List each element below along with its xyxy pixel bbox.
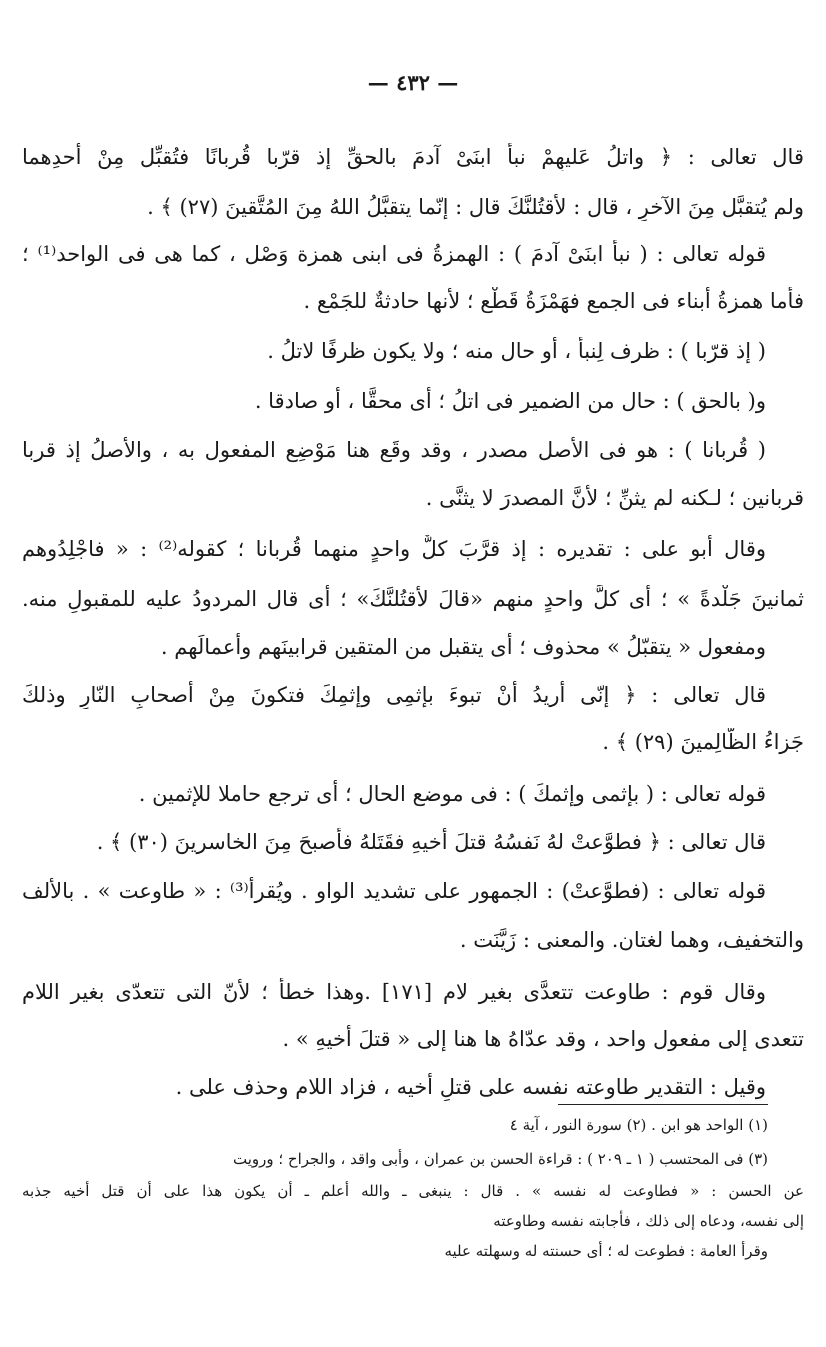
body-line: ومفعول « يتقبّلُ » محذوف ؛ أى يتقبل من المتقين قرابينَهم وأعمالَهم .	[160, 635, 766, 659]
body-line: ( قُربانا ) : هو فى الأصل مصدر ، وقد وقَع هنا مَوْضِع المفعول به ، والأصلُ إذ قربا	[22, 438, 766, 462]
body-line: قال تعالى : ﴿ إنّى أُريدُ أنْ تبوءَ بإثمِى وإثمِكَ فتكونَ مِنْ أصحابِ النّارِ وذلكَ	[22, 683, 766, 707]
body-line: ولم يُتقبَّل مِنَ الآخرِ ، قال : لأقتُلنَّكَ قال : إنّما يتقبَّلُ اللهُ مِنَ المُتَّقينَ (٢٧) ﴾ .	[147, 195, 804, 219]
body-line: قوله تعالى : ( بإثمى وإثمكَ ) : فى موضع الحال ؛ أى ترجع حاملا للإثمين .	[138, 782, 766, 806]
body-line: فأما همزةُ أبناء فى الجمع فهَمْزَةُ قَطْع ؛ لأنها حادثةٌ للجَمْع .	[303, 289, 804, 313]
body-line: تتعدى إلى مفعول واحد ، وقد عدّاهُ ها هنا إلى « قتلَ أخيهِ » .	[282, 1027, 804, 1051]
footnote-line: (١) الواحد هو ابن . (٢) سورة النور ، آية ٤	[509, 1116, 768, 1134]
footnote-divider	[558, 1104, 768, 1105]
body-line: قال تعالى : ﴿ فطوَّعتْ لهُ نَفسُهُ قتلَ أخيهِ فقَتَلهُ فأصبحَ مِنَ الخاسرينَ (٣٠) ﴾ .	[96, 830, 766, 854]
body-line: قوله تعالى : ( نبأ ابنَىْ آدمَ ) : الهمزةُ فى ابنى همزة وَصْل ، كما هى فى الواحد⁽¹⁾ ؛	[22, 242, 766, 266]
body-line: جَزاءُ الظّالِمينَ (٢٩) ﴾ .	[602, 730, 804, 754]
footnote-line: إلى نفسه، ودعاه إلى ذلك ، فأجابته نفسه وطاوعته	[493, 1212, 804, 1230]
body-line: قال تعالى : ﴿ واتلُ عَليهِمْ نبأ ابنَىْ آدمَ بالحقِّ إذ قرّبا قُربانًا فتُقبِّل مِنْ أحدِهما	[22, 145, 804, 169]
page-number: — ٤٣٢ —	[367, 70, 459, 95]
body-line: و( بالحق ) : حال من الضمير فى اتلُ ؛ أى محقًّا ، أو صادقا .	[254, 389, 766, 413]
footnote-line: وقرأ العامة : فطوعت له ؛ أى حسنته له وسهلته عليه	[444, 1242, 768, 1260]
body-line: قربانين ؛ لـكنه لم يثنِّ ؛ لأنَّ المصدرَ لا يثنَّى .	[425, 486, 804, 510]
footnote-line: (٣) فى المحتسب ( ١ ـ ٢٠٩ ) : قراءة الحسن بن عمران ، وأبى واقد ، والجراح ؛ ورويت	[232, 1150, 768, 1168]
body-line: ( إذ قرّبا ) : ظرف لِنبأ ، أو حال منه ؛ ولا يكون ظرفًا لاتلُ .	[267, 339, 766, 363]
body-line: وقيل : التقدير طاوعته نفسه على قتلِ أخيه ، فزاد اللام وحذف على .	[175, 1075, 766, 1099]
body-line: وقال قوم : طاوعت تتعدَّى بغير لام [١٧١] .وهذا خطأ ؛ لأنّ التى تتعدّى بغير اللام	[22, 980, 766, 1004]
footnote-line: عن الحسن : « فطاوعت له نفسه » . قال : ينبغى ـ والله أعلم ـ أن يكون هذا على أن قتل أخيه جذبه	[22, 1182, 804, 1200]
body-line: ثمانينَ جَلْدةً » ؛ أى كلَّ واحدٍ منهم «قالَ لأقتُلنَّكَ» ؛ أى قال المردودُ عليه للمقبولِ منه.	[22, 587, 804, 611]
body-line: قوله تعالى : (فطوَّعتْ) : الجمهور على تشديد الواو . ويُقرأ⁽³⁾ : « طاوعت » . بالألف	[22, 879, 766, 903]
body-line: والتخفيف، وهما لغتان. والمعنى : زَيَّنَت .	[459, 928, 804, 952]
body-line: وقال أبو على : تقديره : إذ قرَّبَ كلٌّ واحدٍ منهما قُربانا ؛ كقوله⁽²⁾ : « فاجْلِدُوهم	[22, 537, 766, 561]
